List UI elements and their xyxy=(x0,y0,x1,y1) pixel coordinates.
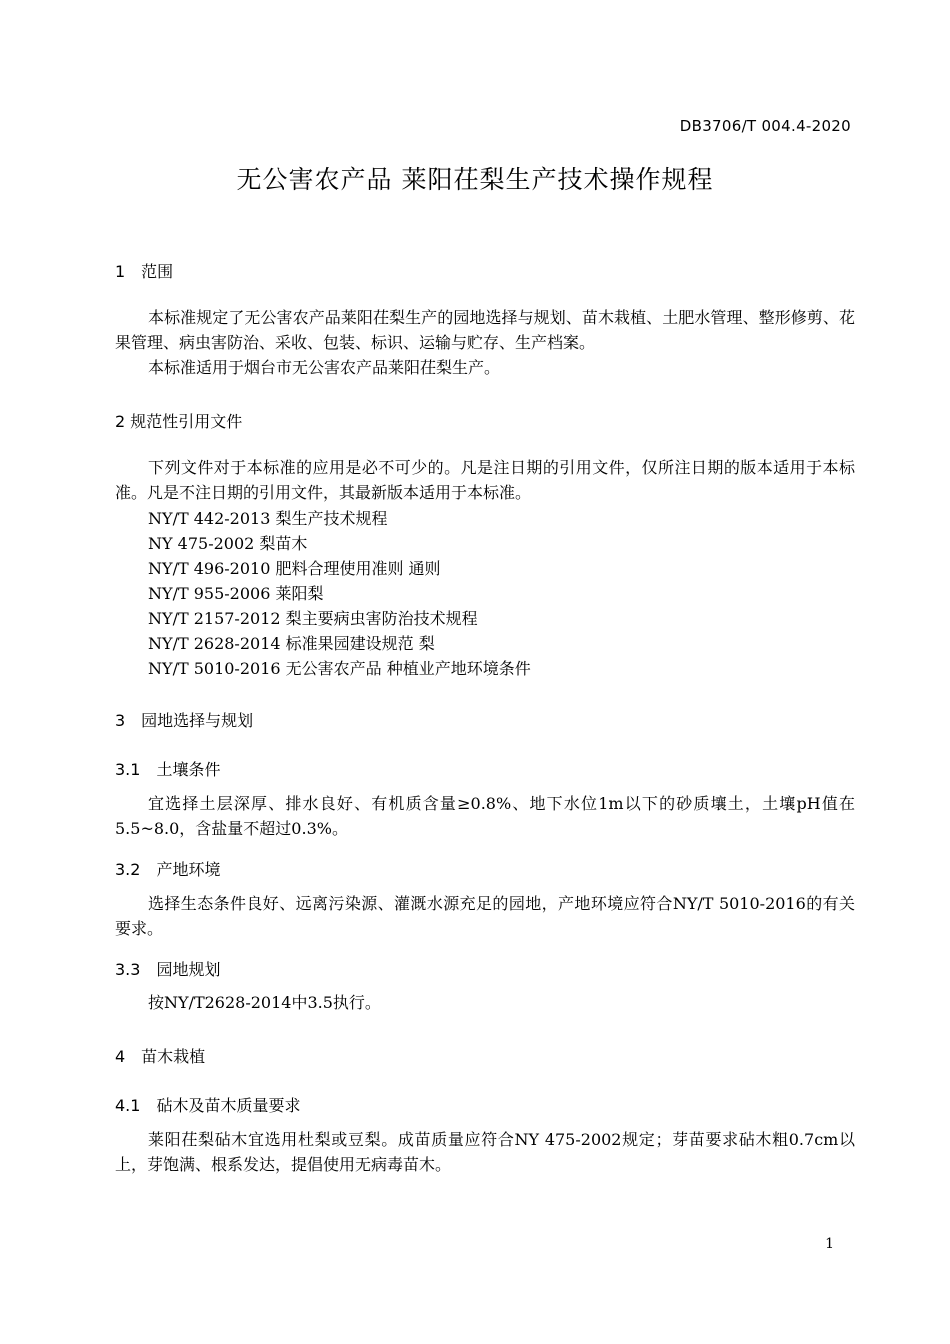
reference-item: NY/T 2157-2012 梨主要病虫害防治技术规程 xyxy=(148,609,478,628)
reference-item: NY/T 442-2013 梨生产技术规程 xyxy=(148,509,388,528)
reference-item: NY/T 2628-2014 标准果园建设规范 梨 xyxy=(148,634,435,653)
section-3-heading: 3 园地选择与规划 xyxy=(115,711,254,730)
section-3-2-heading: 3.2 产地环境 xyxy=(115,860,221,879)
section-2-paragraph-1: 下列文件对于本标准的应用是必不可少的。凡是注日期的引用文件，仅所注日期的版本适用于本标准。凡是不注日期的引用文件，其最新版本适用于本标准。 xyxy=(115,458,855,502)
section-4-1-heading: 4.1 砧木及苗木质量要求 xyxy=(115,1096,301,1115)
section-4-1-paragraph: 莱阳茌梨砧木宜选用杜梨或豆梨。成苗质量应符合NY 475-2002规定；芽苗要求砧木粗0.7cm以上，芽饱满、根系发达，提倡使用无病毒苗木。 xyxy=(115,1130,855,1174)
section-4-heading: 4 苗木栽植 xyxy=(115,1047,206,1066)
document-number: DB3706/T 004.4-2020 xyxy=(679,117,851,135)
reference-item: NY 475-2002 梨苗木 xyxy=(148,534,308,553)
section-1-heading: 1 范围 xyxy=(115,262,174,281)
section-3-1-paragraph: 宜选择土层深厚、排水良好、有机质含量≥0.8%、地下水位1m以下的砂质壤土，土壤pH值在5.5~8.0，含盐量不超过0.3%。 xyxy=(115,794,855,838)
reference-item: NY/T 496-2010 肥料合理使用准则 通则 xyxy=(148,559,441,578)
reference-item: NY/T 955-2006 莱阳梨 xyxy=(148,584,324,603)
section-1-paragraph-2: 本标准适用于烟台市无公害农产品莱阳茌梨生产。 xyxy=(148,358,501,377)
page-title: 无公害农产品 莱阳茌梨生产技术操作规程 xyxy=(236,165,714,194)
reference-item: NY/T 5010-2016 无公害农产品 种植业产地环境条件 xyxy=(148,659,531,678)
section-3-3-heading: 3.3 园地规划 xyxy=(115,960,221,979)
section-3-3-paragraph: 按NY/T2628-2014中3.5执行。 xyxy=(148,993,381,1012)
section-1-paragraph-1: 本标准规定了无公害农产品莱阳茌梨生产的园地选择与规划、苗木栽植、土肥水管理、整形修剪、花果管理、病虫害防治、采收、包装、标识、运输与贮存、生产档案。 xyxy=(115,308,855,352)
section-2-heading: 2 规范性引用文件 xyxy=(115,412,243,431)
section-3-1-heading: 3.1 土壤条件 xyxy=(115,760,221,779)
page-number: 1 xyxy=(825,1236,834,1252)
section-3-2-paragraph: 选择生态条件良好、远离污染源、灌溉水源充足的园地，产地环境应符合NY/T 5010-2016的有关要求。 xyxy=(115,894,855,938)
